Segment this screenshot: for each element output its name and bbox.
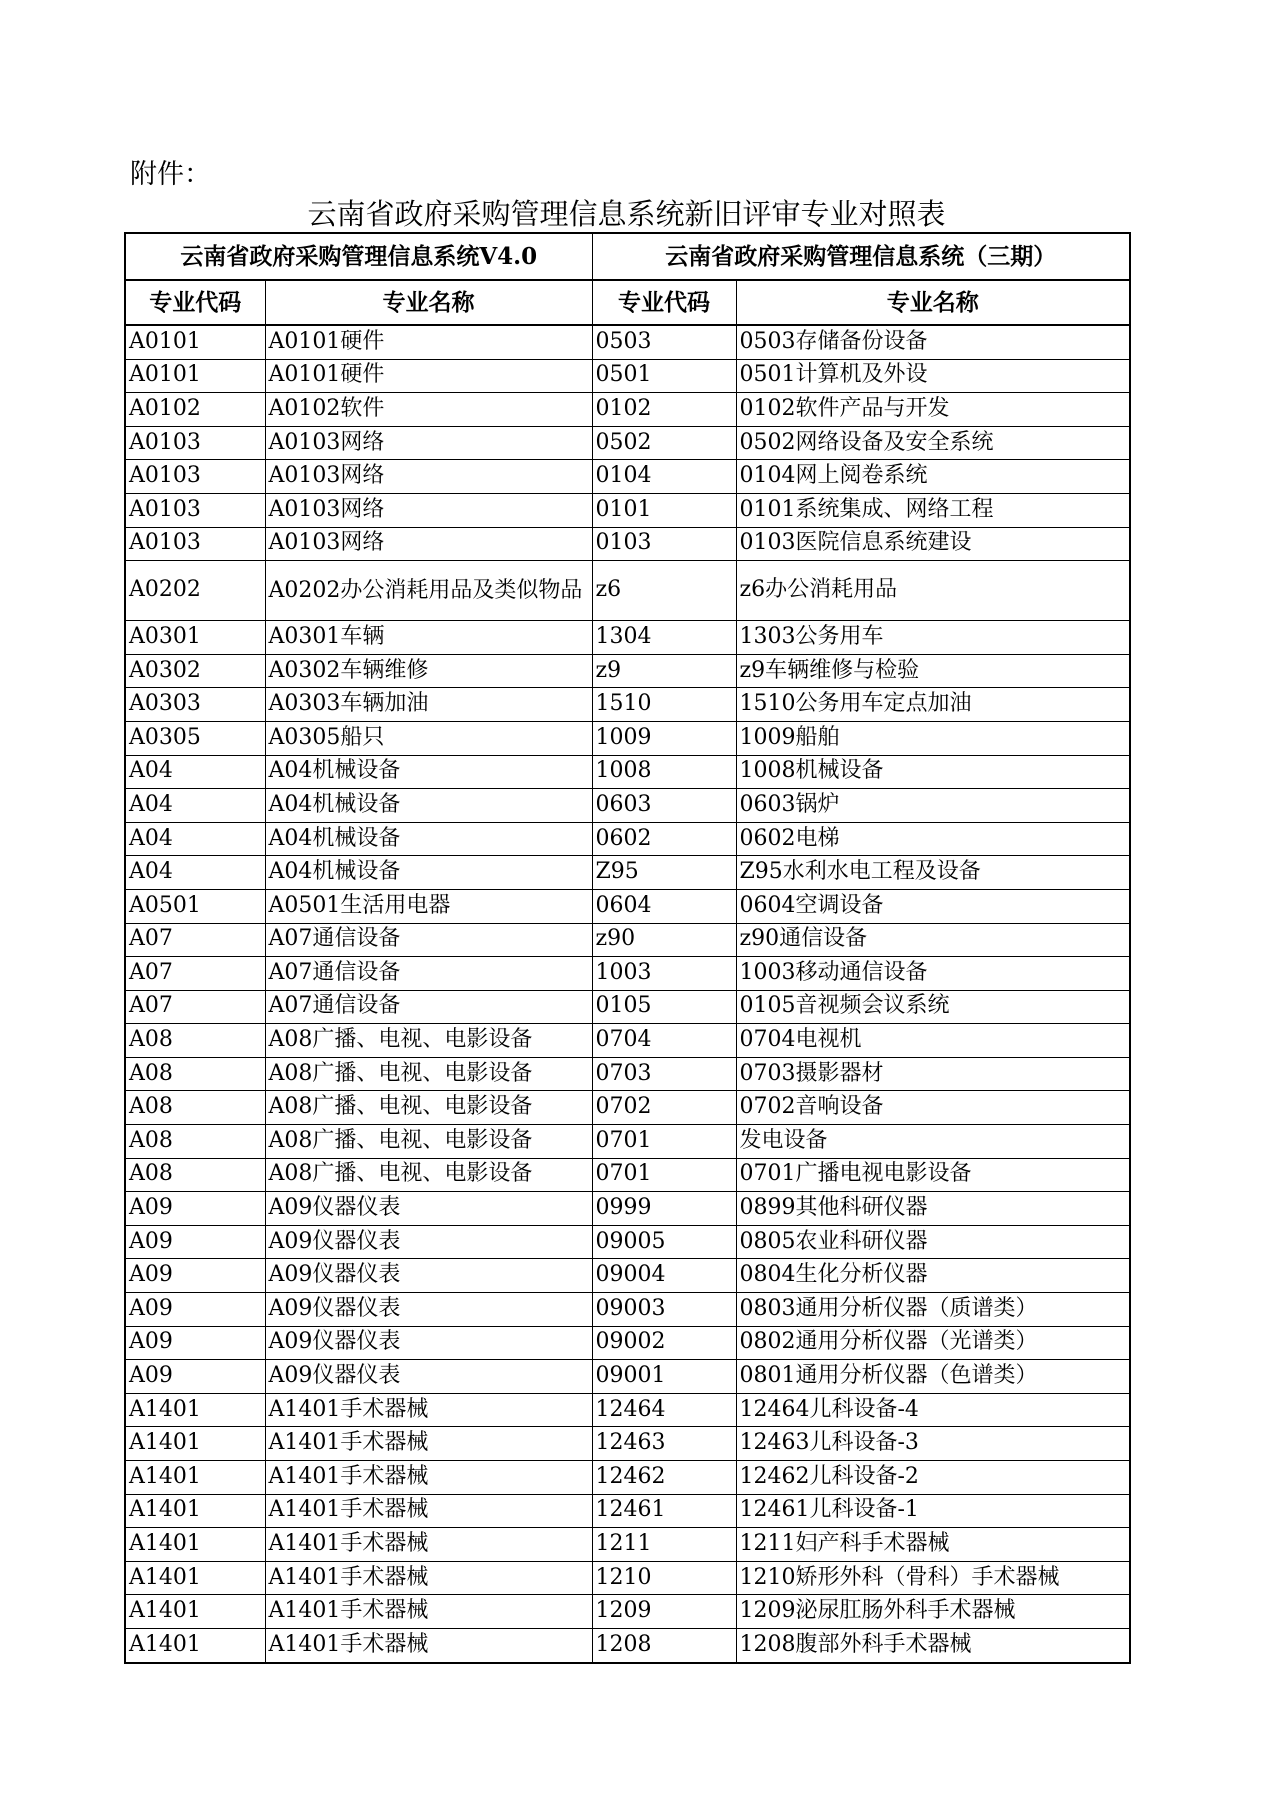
- new-name-cell: 0899其他科研仪器: [736, 1192, 1130, 1226]
- system-old-header: 云南省政府采购管理信息系统V4.0: [125, 233, 592, 280]
- new-code-cell: 0603: [592, 789, 736, 823]
- column-header-row: [125, 280, 1130, 325]
- new-name-cell: 1510公务用车定点加油: [736, 688, 1130, 722]
- new-code-cell: 09005: [592, 1225, 736, 1259]
- new-code-cell: 0701: [592, 1125, 736, 1159]
- new-name-cell: 0105音视频会议系统: [736, 990, 1130, 1024]
- old-code-cell: A04: [125, 822, 265, 856]
- old-code-cell: A09: [125, 1259, 265, 1293]
- old-code-cell: A0103: [125, 527, 265, 561]
- new-name-cell: 1208腹部外科手术器械: [736, 1628, 1130, 1662]
- old-code-cell: A1401: [125, 1528, 265, 1562]
- new-name-cell: 0503存储备份设备: [736, 325, 1130, 359]
- new-name-cell: Z95水利水电工程及设备: [736, 856, 1130, 890]
- new-code-cell: 12462: [592, 1461, 736, 1495]
- old-name-cell: A1401手术器械: [265, 1494, 592, 1528]
- old-code-cell: A0301: [125, 621, 265, 655]
- new-code-cell: 1510: [592, 688, 736, 722]
- old-code-cell: A1401: [125, 1461, 265, 1495]
- new-name-cell: 12464儿科设备-4: [736, 1393, 1130, 1427]
- new-name-cell: 0802通用分析仪器（光谱类）: [736, 1326, 1130, 1360]
- old-code-cell: A09: [125, 1192, 265, 1226]
- old-name-cell: A0501生活用电器: [265, 889, 592, 923]
- old-code-cell: A09: [125, 1326, 265, 1360]
- table-row: [125, 1259, 1130, 1293]
- table-row: [125, 1461, 1130, 1495]
- new-code-cell: 0103: [592, 527, 736, 561]
- old-name-cell: A08广播、电视、电影设备: [265, 1158, 592, 1192]
- old-name-cell: A0103网络: [265, 527, 592, 561]
- old-name-cell: A09仪器仪表: [265, 1192, 592, 1226]
- new-name-cell: 1009船舶: [736, 721, 1130, 755]
- old-code-cell: A08: [125, 1158, 265, 1192]
- new-name-cell: 0801通用分析仪器（色谱类）: [736, 1360, 1130, 1394]
- old-name-cell: A1401手术器械: [265, 1528, 592, 1562]
- new-name-cell: z6办公消耗用品: [736, 561, 1130, 621]
- old-code-cell: A0302: [125, 654, 265, 688]
- new-name-cell: 0103医院信息系统建设: [736, 527, 1130, 561]
- new-name-cell: 0803通用分析仪器（质谱类）: [736, 1293, 1130, 1327]
- new-name-cell: 0804生化分析仪器: [736, 1259, 1130, 1293]
- old-name-cell: A1401手术器械: [265, 1561, 592, 1595]
- old-code-cell: A07: [125, 990, 265, 1024]
- old-code-cell: A07: [125, 957, 265, 991]
- old-name-cell: A08广播、电视、电影设备: [265, 1091, 592, 1125]
- old-name-cell: A09仪器仪表: [265, 1225, 592, 1259]
- table-body: [125, 325, 1130, 1663]
- table-row: [125, 957, 1130, 991]
- old-name-cell: A0103网络: [265, 460, 592, 494]
- attachment-label: 附件：: [130, 159, 211, 190]
- old-name-cell: A0103网络: [265, 426, 592, 460]
- new-code-cell: z9: [592, 654, 736, 688]
- old-code-cell: A08: [125, 1057, 265, 1091]
- new-code-cell: 0703: [592, 1057, 736, 1091]
- old-name-cell: A0102软件: [265, 393, 592, 427]
- old-code-cell: A0101: [125, 325, 265, 359]
- new-name-cell: 0603锅炉: [736, 789, 1130, 823]
- old-name-cell: A1401手术器械: [265, 1628, 592, 1662]
- old-name-cell: A09仪器仪表: [265, 1259, 592, 1293]
- new-name-cell: 0805农业科研仪器: [736, 1225, 1130, 1259]
- old-name-cell: A04机械设备: [265, 856, 592, 890]
- new-code-cell: 0701: [592, 1158, 736, 1192]
- old-name-cell: A0101硬件: [265, 325, 592, 359]
- new-code-cell: 0101: [592, 493, 736, 527]
- new-code-cell: 1210: [592, 1561, 736, 1595]
- new-name-cell: 0604空调设备: [736, 889, 1130, 923]
- table-row: [125, 990, 1130, 1024]
- table-row: [125, 1595, 1130, 1629]
- column-header-old-code: 专业代码: [125, 280, 265, 325]
- table-row: [125, 1091, 1130, 1125]
- new-code-cell: 0501: [592, 359, 736, 393]
- table-row: [125, 561, 1130, 621]
- new-name-cell: 0704电视机: [736, 1024, 1130, 1058]
- new-code-cell: 0604: [592, 889, 736, 923]
- old-name-cell: A04机械设备: [265, 789, 592, 823]
- old-code-cell: A0103: [125, 460, 265, 494]
- table-row: [125, 426, 1130, 460]
- old-code-cell: A0101: [125, 359, 265, 393]
- new-name-cell: 0501计算机及外设: [736, 359, 1130, 393]
- table-row: [125, 393, 1130, 427]
- new-code-cell: 09002: [592, 1326, 736, 1360]
- old-name-cell: A09仪器仪表: [265, 1360, 592, 1394]
- old-code-cell: A1401: [125, 1628, 265, 1662]
- old-code-cell: A07: [125, 923, 265, 957]
- new-code-cell: 1003: [592, 957, 736, 991]
- new-code-cell: z90: [592, 923, 736, 957]
- table-row: [125, 856, 1130, 890]
- new-name-cell: z90通信设备: [736, 923, 1130, 957]
- new-name-cell: 0703摄影器材: [736, 1057, 1130, 1091]
- old-code-cell: A04: [125, 755, 265, 789]
- new-name-cell: 发电设备: [736, 1125, 1130, 1159]
- new-name-cell: 1210矫形外科（骨科）手术器械: [736, 1561, 1130, 1595]
- old-name-cell: A0301车辆: [265, 621, 592, 655]
- new-name-cell: 1209泌尿肛肠外科手术器械: [736, 1595, 1130, 1629]
- new-name-cell: 0702音响设备: [736, 1091, 1130, 1125]
- new-code-cell: 0502: [592, 426, 736, 460]
- old-name-cell: A0305船只: [265, 721, 592, 755]
- old-name-cell: A07通信设备: [265, 990, 592, 1024]
- new-code-cell: 0702: [592, 1091, 736, 1125]
- new-code-cell: 0105: [592, 990, 736, 1024]
- old-name-cell: A1401手术器械: [265, 1461, 592, 1495]
- old-code-cell: A04: [125, 856, 265, 890]
- table-row: [125, 1293, 1130, 1327]
- column-header-new-name: 专业名称: [736, 280, 1130, 325]
- old-code-cell: A0202: [125, 561, 265, 621]
- old-name-cell: A0101硬件: [265, 359, 592, 393]
- new-code-cell: 12464: [592, 1393, 736, 1427]
- table-row: [125, 621, 1130, 655]
- new-code-cell: 0999: [592, 1192, 736, 1226]
- old-code-cell: A1401: [125, 1595, 265, 1629]
- old-code-cell: A08: [125, 1024, 265, 1058]
- new-code-cell: 09004: [592, 1259, 736, 1293]
- new-code-cell: 1209: [592, 1595, 736, 1629]
- old-name-cell: A07通信设备: [265, 923, 592, 957]
- table-row: [125, 1494, 1130, 1528]
- table-row: [125, 1024, 1130, 1058]
- table-row: [125, 923, 1130, 957]
- table-row: [125, 822, 1130, 856]
- new-code-cell: 09001: [592, 1360, 736, 1394]
- new-code-cell: 0602: [592, 822, 736, 856]
- old-code-cell: A0305: [125, 721, 265, 755]
- new-code-cell: 1009: [592, 721, 736, 755]
- table-row: [125, 460, 1130, 494]
- old-code-cell: A1401: [125, 1393, 265, 1427]
- new-name-cell: 12462儿科设备-2: [736, 1461, 1130, 1495]
- table-row: [125, 493, 1130, 527]
- old-name-cell: A07通信设备: [265, 957, 592, 991]
- new-code-cell: 12463: [592, 1427, 736, 1461]
- table-row: [125, 359, 1130, 393]
- new-code-cell: 0704: [592, 1024, 736, 1058]
- table-row: [125, 1427, 1130, 1461]
- new-name-cell: 0104网上阅卷系统: [736, 460, 1130, 494]
- old-name-cell: A04机械设备: [265, 822, 592, 856]
- new-name-cell: 1008机械设备: [736, 755, 1130, 789]
- old-code-cell: A0303: [125, 688, 265, 722]
- old-name-cell: A08广播、电视、电影设备: [265, 1057, 592, 1091]
- old-name-cell: A0303车辆加油: [265, 688, 592, 722]
- new-name-cell: z9车辆维修与检验: [736, 654, 1130, 688]
- old-code-cell: A1401: [125, 1427, 265, 1461]
- old-code-cell: A08: [125, 1125, 265, 1159]
- new-code-cell: 1211: [592, 1528, 736, 1562]
- old-name-cell: A0302车辆维修: [265, 654, 592, 688]
- old-code-cell: A09: [125, 1225, 265, 1259]
- old-code-cell: A04: [125, 789, 265, 823]
- old-code-cell: A0103: [125, 426, 265, 460]
- table-row: [125, 1528, 1130, 1562]
- old-code-cell: A0501: [125, 889, 265, 923]
- system-header-row: [125, 233, 1130, 280]
- new-name-cell: 0102软件产品与开发: [736, 393, 1130, 427]
- old-name-cell: A0103网络: [265, 493, 592, 527]
- document-title: 云南省政府采购管理信息系统新旧评审专业对照表: [307, 197, 946, 231]
- new-name-cell: 0101系统集成、网络工程: [736, 493, 1130, 527]
- new-code-cell: 09003: [592, 1293, 736, 1327]
- table-row: [125, 1360, 1130, 1394]
- old-code-cell: A09: [125, 1360, 265, 1394]
- table-row: [125, 688, 1130, 722]
- table-row: [125, 1192, 1130, 1226]
- new-code-cell: 1304: [592, 621, 736, 655]
- new-code-cell: 0102: [592, 393, 736, 427]
- table-row: [125, 721, 1130, 755]
- old-code-cell: A0103: [125, 493, 265, 527]
- table-row: [125, 755, 1130, 789]
- new-name-cell: 1211妇产科手术器械: [736, 1528, 1130, 1562]
- table-row: [125, 1628, 1130, 1662]
- table-row: [125, 1326, 1130, 1360]
- new-code-cell: z6: [592, 561, 736, 621]
- table-row: [125, 527, 1130, 561]
- old-name-cell: A1401手术器械: [265, 1427, 592, 1461]
- mapping-table: [124, 232, 1131, 1664]
- table-row: [125, 789, 1130, 823]
- table-row: [125, 1158, 1130, 1192]
- old-code-cell: A1401: [125, 1494, 265, 1528]
- table-row: [125, 1057, 1130, 1091]
- new-code-cell: 12461: [592, 1494, 736, 1528]
- new-name-cell: 0502网络设备及安全系统: [736, 426, 1130, 460]
- old-code-cell: A09: [125, 1293, 265, 1327]
- new-code-cell: Z95: [592, 856, 736, 890]
- table-row: [125, 889, 1130, 923]
- system-new-header: 云南省政府采购管理信息系统（三期）: [592, 233, 1130, 280]
- old-name-cell: A09仪器仪表: [265, 1293, 592, 1327]
- column-header-new-code: 专业代码: [592, 280, 736, 325]
- new-name-cell: 1003移动通信设备: [736, 957, 1130, 991]
- new-name-cell: 0602电梯: [736, 822, 1130, 856]
- old-name-cell: A04机械设备: [265, 755, 592, 789]
- old-code-cell: A08: [125, 1091, 265, 1125]
- old-name-cell: A08广播、电视、电影设备: [265, 1024, 592, 1058]
- old-name-cell: A1401手术器械: [265, 1595, 592, 1629]
- new-name-cell: 1303公务用车: [736, 621, 1130, 655]
- new-code-cell: 1008: [592, 755, 736, 789]
- old-name-cell: A08广播、电视、电影设备: [265, 1125, 592, 1159]
- new-name-cell: 12461儿科设备-1: [736, 1494, 1130, 1528]
- new-name-cell: 12463儿科设备-3: [736, 1427, 1130, 1461]
- old-name-cell: A1401手术器械: [265, 1393, 592, 1427]
- table-row: [125, 325, 1130, 359]
- new-code-cell: 1208: [592, 1628, 736, 1662]
- table-row: [125, 1225, 1130, 1259]
- new-code-cell: 0104: [592, 460, 736, 494]
- new-code-cell: 0503: [592, 325, 736, 359]
- column-header-old-name: 专业名称: [265, 280, 592, 325]
- new-name-cell: 0701广播电视电影设备: [736, 1158, 1130, 1192]
- table-row: [125, 1561, 1130, 1595]
- old-code-cell: A0102: [125, 393, 265, 427]
- table-row: [125, 654, 1130, 688]
- old-name-cell: A0202办公消耗用品及类似物品: [265, 561, 592, 621]
- old-name-cell: A09仪器仪表: [265, 1326, 592, 1360]
- table-row: [125, 1393, 1130, 1427]
- table-row: [125, 1125, 1130, 1159]
- old-code-cell: A1401: [125, 1561, 265, 1595]
